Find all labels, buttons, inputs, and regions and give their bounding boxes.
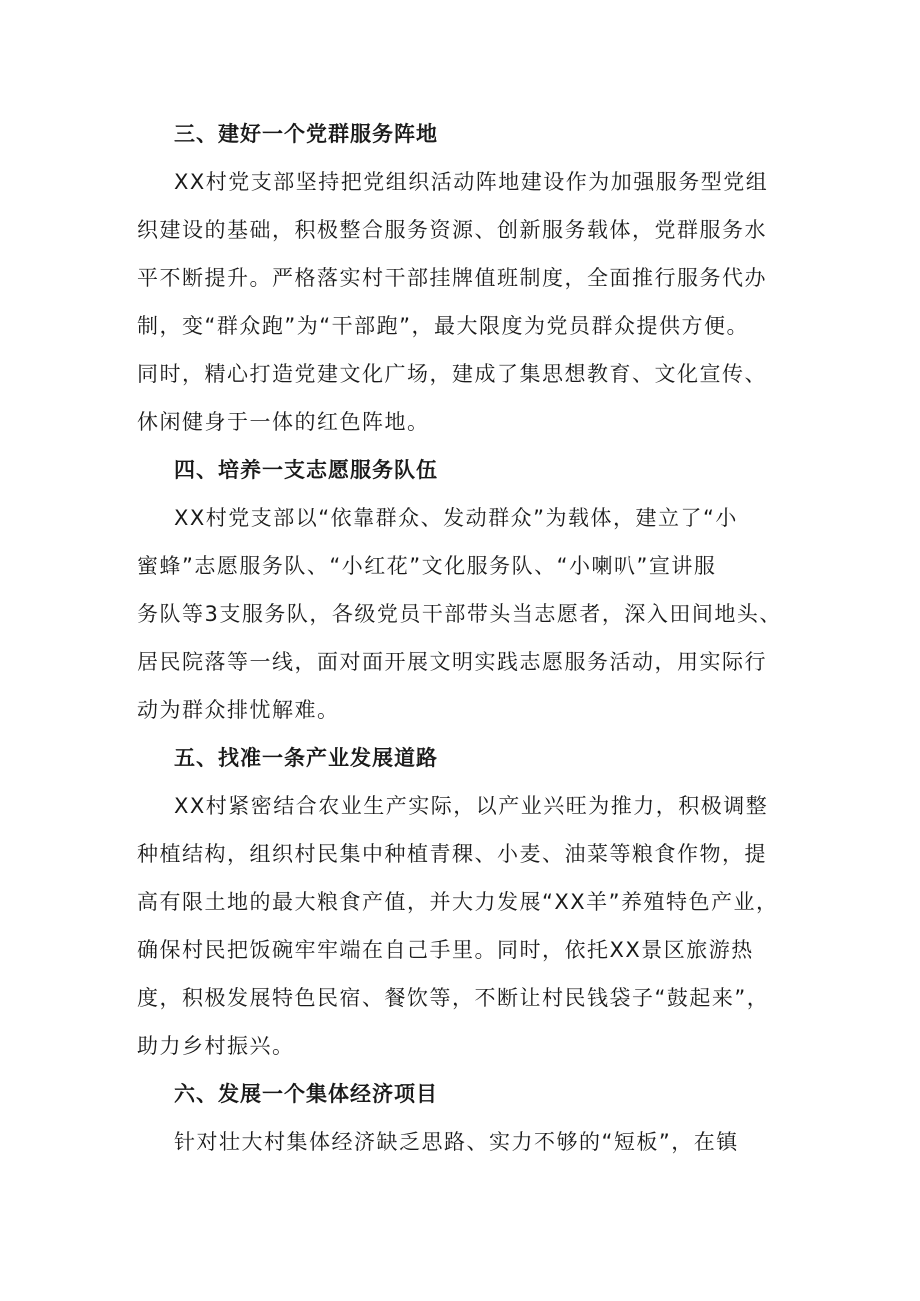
- paragraph-line: 休闲健身于一体的红色阵地。: [137, 410, 430, 434]
- paragraph-line: 制，变“群众跑”为“干部跑”，最大限度为党员群众提供方便。: [137, 314, 750, 338]
- paragraph-line: 动为群众排忧解难。: [137, 698, 340, 722]
- paragraph-line: 居民院落等一线，面对面开展文明实践志愿服务活动，用实际行: [137, 650, 767, 674]
- paragraph-line: 针对壮大村集体经济缺乏思路、实力不够的“短板”，在镇: [174, 1130, 739, 1154]
- section-heading: 四、培养一支志愿服务队伍: [174, 458, 438, 482]
- paragraph-line: 确保村民把饭碗牢牢端在自己手里。同时，依托XX景区旅游热: [137, 938, 754, 962]
- section-heading: 五、找准一条产业发展道路: [174, 746, 438, 770]
- paragraph-line: 种植结构，组织村民集中种植青稞、小麦、油菜等粮食作物，提: [137, 842, 767, 866]
- paragraph-line: 蜜蜂”志愿服务队、“小红花”文化服务队、“小喇叭”宣讲服: [137, 554, 717, 578]
- paragraph-line: XX村紧密结合农业生产实际，以产业兴旺为推力，积极调整: [174, 794, 769, 818]
- paragraph-line: 务队等3支服务队，各级党员干部带头当志愿者，深入田间地头、: [137, 602, 782, 626]
- paragraph-line: 助力乡村振兴。: [137, 1034, 295, 1058]
- section-heading: 六、发展一个集体经济项目: [174, 1082, 438, 1106]
- section-paragraph: [137, 494, 803, 734]
- paragraph-line: 度，积极发展特色民宿、餐饮等，不断让村民钱袋子“鼓起来”，: [137, 986, 770, 1010]
- document-body: [137, 110, 803, 1166]
- section-paragraph: [137, 1118, 803, 1166]
- paragraph-line: XX村党支部以“依靠群众、发动群众”为载体，建立了“小: [174, 506, 738, 530]
- paragraph-line: 平不断提升。严格落实村干部挂牌值班制度，全面推行服务代办: [137, 266, 767, 290]
- paragraph-line: 织建设的基础，积极整合服务资源、创新服务载体，党群服务水: [137, 218, 767, 242]
- section-paragraph: [137, 782, 803, 1070]
- paragraph-line: 同时，精心打造党建文化广场，建成了集思想教育、文化宣传、: [137, 362, 767, 386]
- section-paragraph: [137, 158, 803, 446]
- paragraph-line: XX村党支部坚持把党组织活动阵地建设作为加强服务型党组: [174, 170, 769, 194]
- section-heading: 三、建好一个党群服务阵地: [174, 122, 438, 146]
- paragraph-line: 高有限土地的最大粮食产值，并大力发展“XX羊”养殖特色产业，: [137, 890, 779, 914]
